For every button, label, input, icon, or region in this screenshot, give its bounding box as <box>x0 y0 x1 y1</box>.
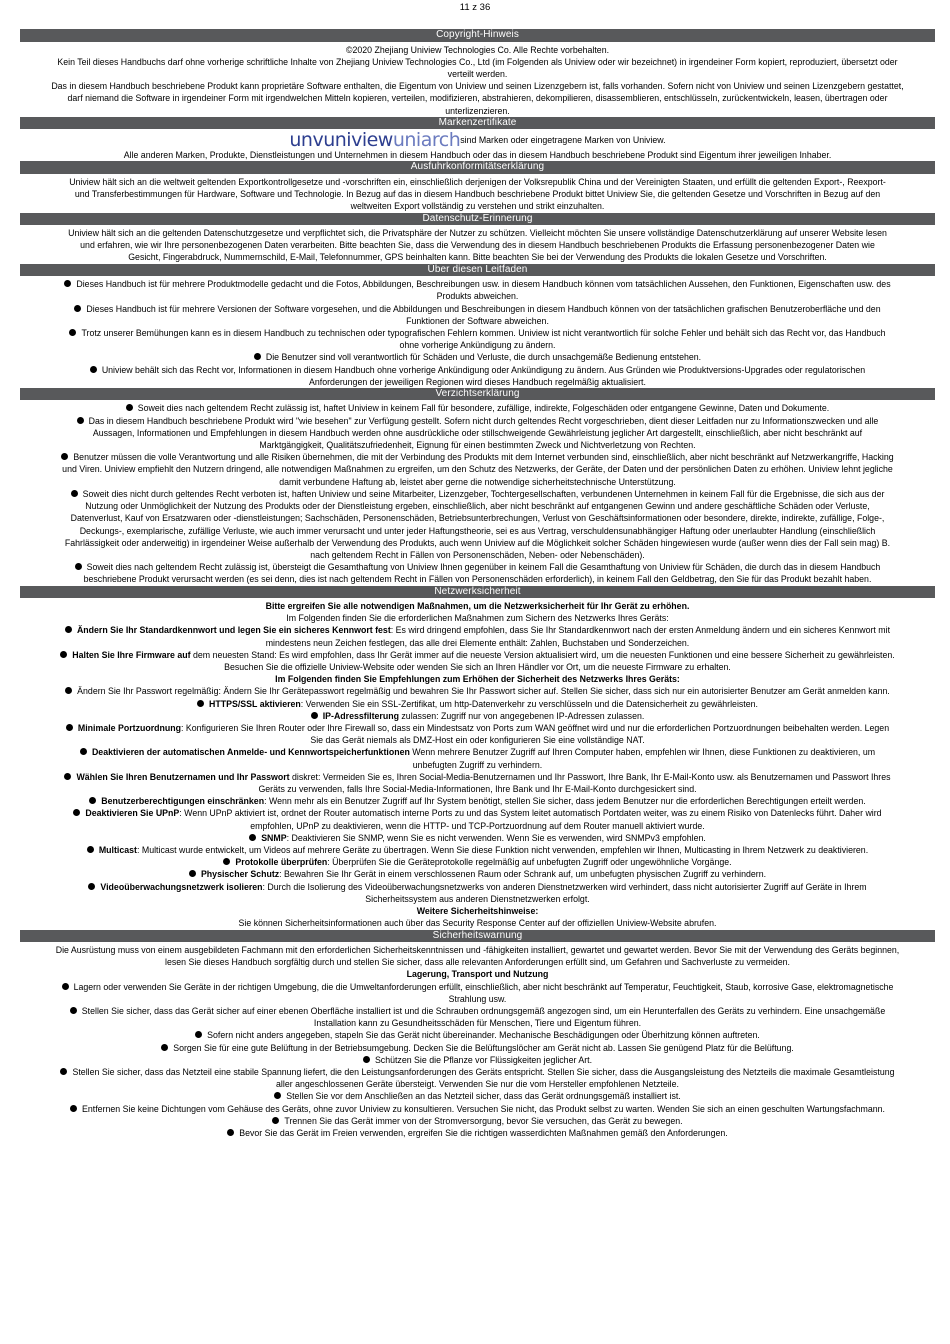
copyright-line-3: Das in diesem Handbuch beschriebene Produkt kann proprietäre Software enthalten, die Eigentum von Uniview und seinen Lizenzgebern ist, falls vorhanden. Sofern nicht von Uniview und seinen Lizenzgebern gestattet, darf niemand die Software in irgendeiner Form mit irgendwelchen Mitteln kopieren, verteilen, modifizieren, abstrahieren, dekompilieren, disassemblieren, entschlüsseln, zurückentwickeln, leasen, übertragen oder unterlizenzieren. <box>51 81 904 116</box>
bullet-icon <box>274 1092 281 1099</box>
bullet-icon <box>70 1105 77 1112</box>
list-item: Benutzerberechtigungen einschränken: Wenn mehr als ein Benutzer Zugriff auf Ihr System benötigt, stellen Sie sicher, dass jedem Benutzer nur die erforderlichen Berechtigungen erteilt werden. <box>20 795 935 807</box>
export-text: Uniview hält sich an die weltweit geltenden Exportkontrollgesetze und -vorschriften ein, einschließlich derjenigen der Volksrepublik China und der Vereinigten Staaten, und erfüllt die geltenden Export-, Reexport- und Transferbestimmungen für Hardware, Software und Technologie. In Bezug auf das in diesem Handbuch beschriebene Produkt bittet Uniview Sie, die geltenden Gesetze und Vorschriften in Bezug auf den weltweiten Export vollständig zu verstehen und strikt einzuhalten. <box>69 176 886 212</box>
list-item: Multicast: Multicast wurde entwickelt, um Videos auf mehrere Geräte zu übertragen. Wenn Sie diese Funktion nicht verwenden, empfehlen wir Ihnen, Multicasting in Ihrem Netzwerk zu deaktivieren. <box>20 844 935 856</box>
list-item: Entfernen Sie keine Dichtungen vom Gehäuse des Geräts, ohne zuvor Uniview zu konsultieren. Versuchen Sie nicht, das Produkt selbst zu warten. Wenden Sie sich an einen geschulten Wartungsfachmann. <box>20 1103 935 1115</box>
list-item: Protokolle überprüfen: Überprüfen Sie die Geräteprotokolle regelmäßig auf unbefugten Zugriff oder ungewöhnliche Vorgänge. <box>20 856 935 868</box>
trademark-logo-line <box>20 129 935 152</box>
bullet-icon <box>65 626 72 633</box>
bullet-icon <box>223 858 230 865</box>
bullet-icon <box>88 883 95 890</box>
bullet-icon <box>254 353 261 360</box>
list-item: Trennen Sie das Gerät immer von der Stromversorgung, bevor Sie versuchen, das Gerät zu bewegen. <box>20 1115 935 1127</box>
bullet-icon <box>80 748 87 755</box>
section-title-about: Über diesen Leitfaden <box>20 264 935 277</box>
list-item: Physischer Schutz: Bewahren Sie Ihr Gerät in einem verschlossenen Raum oder Schrank auf, um unbefugten physischen Zugriff zu verhindern. <box>20 868 935 880</box>
section-title-safety: Sicherheitswarnung <box>20 930 935 943</box>
uniview-logo: unvuniviewuniarch <box>289 129 461 152</box>
bullet-icon <box>189 870 196 877</box>
section-title-network: Netzwerksicherheit <box>20 586 935 599</box>
bullet-icon <box>126 404 133 411</box>
network-heading-1: Bitte ergreifen Sie alle notwendigen Maßnahmen, um die Netzwerksicherheit für Ihr Gerät zu erhöhen. <box>265 601 690 612</box>
list-item: Sofern nicht anders angegeben, stapeln Sie das Gerät nicht übereinander. Mechanische Beschädigungen oder Überhitzung können auftreten. <box>20 1029 935 1041</box>
copyright-line-1: ©2020 Zhejiang Uniview Technologies Co. Alle Rechte vorbehalten. <box>345 44 610 55</box>
bullet-icon <box>75 563 82 570</box>
list-item: Videoüberwachungsnetzwerk isolieren: Durch die Isolierung des Videoüberwachungsnetzwerks von anderen Dienstnetzwerken wird verhindert, dass nicht autorisierter Zugriff auf Geräte in Ihrem Sicherheitssystem aus anderen Dienstnetzwerken erfolgt. <box>20 881 935 905</box>
list-item: Ändern Sie Ihr Standardkennwort und legen Sie ein sicheres Kennwort fest: Es wird dringend empfohlen, dass Sie Ihr Standardkennwort nach der ersten Anmeldung ändern und ein sicheres Kennwort mit mindestens neun Zeichen festlegen, das alle drei Elemente enthält: Zahlen, Buchstaben und Sonderzeichen. <box>20 624 935 648</box>
bullet-icon <box>197 700 204 707</box>
bullet-icon <box>363 1056 370 1063</box>
section-title-copyright: Copyright-Hinweis <box>20 29 935 42</box>
bullet-icon <box>195 1031 202 1038</box>
list-item: Schützen Sie die Pflanze vor Flüssigkeiten jeglicher Art. <box>20 1054 935 1066</box>
bullet-icon <box>60 1068 67 1075</box>
bullet-icon <box>60 651 67 658</box>
section-title-trademark: Markenzertifikate <box>20 117 935 130</box>
list-item: Dieses Handbuch ist für mehrere Produktmodelle gedacht und die Fotos, Abbildungen, Beschreibungen usw. in diesem Handbuch können vom tatsächlichen Aussehen, den Funktionen, Eigenschaften usw. des Produkts abweichen. <box>20 278 935 302</box>
list-item: Ändern Sie Ihr Passwort regelmäßig: Ändern Sie Ihr Gerätepasswort regelmäßig und bewahren Sie Ihr Passwort sicher auf. Stellen Sie sicher, dass sich nur ein autorisierter Benutzer am Gerät anmelden kann. <box>20 685 935 697</box>
bullet-icon <box>249 834 256 841</box>
about-section <box>20 264 935 388</box>
list-item: Benutzer müssen die volle Verantwortung und alle Risiken übernehmen, die mit der Verbindung des Produkts mit dem Internet verbunden sind, einschließlich, aber nicht beschränkt auf Netzwerkangriffe, Hacking und Viren. Uniview empfiehlt den Nutzern dringend, alle notwendigen Maßnahmen zu ergreifen, um den Schutz des Netzwerks, der Geräte, der Daten und der persönlichen Daten zu erhöhen. Uniview lehnt jegliche damit verbundene Haftung ab, leistet aber gerne die notwendige sicherheitstechnische Unterstützung. <box>62 452 894 487</box>
list-item: Stellen Sie sicher, dass das Netzteil eine stabile Spannung liefert, die den Leistungsanforderungen des Geräts entspricht. Stellen Sie sicher, dass die Ausgangsleistung des Netzteils die maximale Gesamtleistung aller angeschlossenen Geräte übersteigt. Verwenden Sie nur die vom Hersteller empfohlenen Netzteile. <box>20 1066 935 1090</box>
list-item: Uniview behält sich das Recht vor, Informationen in diesem Handbuch ohne vorherige Ankündigung oder Ankündigung zu ändern. Aus Gründen wie Produktversions-Upgrades oder regulatorischen Anforderungen der jeweiligen Regionen wird dieses Handbuch regelmäßig aktualisiert. <box>20 364 935 388</box>
bullet-icon <box>311 712 318 719</box>
network-section <box>20 586 935 930</box>
list-item: Deaktivieren Sie UPnP: Wenn UPnP aktiviert ist, ordnet der Router automatisch interne Ports zu und das System leitet automatisch Portdaten weiter, was zu einem Risiko von Datenlecks führt. Daher wird empfohlen, UPnP zu deaktivieren, wenn die HTTP- und TCP-Portzuordnung auf dem Router manuell aktiviert wurde. <box>20 807 935 831</box>
list-item: Bevor Sie das Gerät im Freien verwenden, ergreifen Sie die richtigen wasserdichten Maßnahmen gemäß den Anforderungen. <box>20 1127 935 1139</box>
safety-subheading: Lagerung, Transport und Nutzung <box>406 969 549 980</box>
bullet-icon <box>64 280 71 287</box>
bullet-icon <box>69 329 76 336</box>
list-item: Die Benutzer sind voll verantwortlich für Schäden und Verluste, die durch unsachgemäße Bedienung entstehen. <box>20 351 935 363</box>
bullet-icon <box>77 417 84 424</box>
list-item: Trotz unserer Bemühungen kann es in diesem Handbuch zu technischen oder typografischen Fehlern kommen. Uniview ist nicht verantwortlich für solche Fehler und behält sich das Recht vor, das Handbuch ohne vorherige Ankündigung zu ändern. <box>20 327 935 351</box>
list-item: Soweit dies nach geltendem Recht zulässig ist, übersteigt die Gesamthaftung von Uniview Ihnen gegenüber in keinem Fall die Gesamthaftung von Uniview für Schäden, die durch das in diesem Handbuch beschriebene Produkt verursacht werden (es sei denn, dies ist nach geltendem Recht in Fällen von Personenschäden erforderlich), in keinem Fall den Geldbetrag, den Sie für das Produkt bezahlt haben. <box>20 561 935 585</box>
copyright-section <box>20 29 935 117</box>
bullet-icon <box>65 687 72 694</box>
bullet-icon <box>161 1044 168 1051</box>
list-item: Minimale Portzuordnung: Konfigurieren Sie Ihren Router oder Ihre Firewall so, dass ein Mindestsatz von Ports zum WAN geöffnet wird und nur die erforderlichen Portzuordnungen beibehalten werden. Legen Sie das Gerät niemals als DMZ-Host ein oder konfigurieren Sie eine vollständige NAT. <box>20 722 935 746</box>
bullet-icon <box>70 1007 77 1014</box>
disclaimer-section <box>20 388 935 586</box>
network-intro: Im Folgenden finden Sie die erforderlichen Maßnahmen zum Sichern des Netzwerks Ihres Geräts: <box>286 613 669 624</box>
trademark-section <box>20 117 935 162</box>
bullet-icon <box>74 305 81 312</box>
trademark-line-2: Alle anderen Marken, Produkte, Dienstleistungen und Unternehmen in diesem Handbuch oder das in diesem Handbuch beschriebene Produkt sind Eigentum ihrer jeweiligen Inhaber. <box>123 150 832 161</box>
trademark-suffix: sind Marken oder eingetragene Marken von Uniview. <box>460 135 666 146</box>
bullet-icon <box>62 983 69 990</box>
export-section <box>20 161 935 212</box>
list-item: Das in diesem Handbuch beschriebene Produkt wird "wie besehen" zur Verfügung gestellt. Sofern nicht durch geltendes Recht vorgeschrieben, dient dieser Leitfaden nur zu Informationszwecken und alle Aussagen, Informationen und Empfehlungen in diesem Handbuch werden ohne ausdrückliche oder stillschweigende Gewährleistung jeglicher Art dargestellt, einschließlich, aber nicht beschränkt auf Marktgängigkeit, Qualitätszufriedenheit, Eignung für einen bestimmten Zweck und Nichtverletzung von Rechten. <box>20 415 935 452</box>
copyright-line-2: Kein Teil dieses Handbuchs darf ohne vorherige schriftliche Inhalte von Zhejiang Uniview Technologies Co., Ltd (im Folgenden als Uniview oder wir bezeichnet) in irgendeiner Form kopiert, reproduziert, übersetzt oder verteilt werden. <box>57 56 898 79</box>
list-item: Lagern oder verwenden Sie Geräte in der richtigen Umgebung, die die Umweltanforderungen erfüllt, einschließlich, aber nicht beschränkt auf Temperatur, Feuchtigkeit, Staub, korrosive Gase, elektromagnetische Strahlung usw. <box>20 981 935 1005</box>
section-title-privacy: Datenschutz-Erinnerung <box>20 213 935 226</box>
list-item: Soweit dies nicht durch geltendes Recht verboten ist, haften Uniview und seine Mitarbeiter, Lizenzgeber, Tochtergesellschaften, verbundenen Unternehmen in keinem Fall für die Ergebnisse, die sich aus der Nutzung oder Unmöglichkeit der Nutzung des Produkts oder der Dienstleistung ergeben, einschließlich, aber nicht beschränkt auf entgangenen Gewinn und andere geschäftliche Schäden oder Verluste, Datenverlust, Kauf von Ersatzwaren oder -dienstleistungen; Sachschäden, Personenschäden, Betriebsunterbrechungen, Verlust von Geschäftsinformationen oder besondere, direkte, indirekte, zufällige, Folge-, Deckungs-, exemplarische, zufällige Verluste, wie auch immer verursacht und unter jeder Haftungstheorie, sei es aus Vertrag, verschuldensunabhängiger Haftung oder unerlaubter Handlung (einschließlich Fahrlässigkeit oder anderweitig) in irgendeiner Weise außerhalb der Verwendung des Produkts, auch wenn Uniview auf die Möglichkeit solcher Schäden hingewiesen wurde (außer wenn dies der Fall sein mag) B. nach geltendem Recht in Fällen von Personenschäden, Neben- oder Nebenschäden). <box>64 488 891 560</box>
list-item: Dieses Handbuch ist für mehrere Versionen der Software vorgesehen, und die Abbildungen und Beschreibungen in diesem Handbuch können von der tatsächlichen grafischen Benutzeroberfläche und den Funktionen der Software abweichen. <box>20 303 935 327</box>
list-item: Stellen Sie sicher, dass das Gerät sicher auf einer ebenen Oberfläche installiert ist und die Schrauben ordnungsgemäß angezogen sind, um ein Herunterfallen des Geräts zu verhindern. Eine unsachgemäße Installation kann zu Gesundheitsschäden für Menschen, Tiere und Eigentum führen. <box>20 1005 935 1029</box>
list-item: Soweit dies nach geltendem Recht zulässig ist, haftet Uniview in keinem Fall für besondere, zufällige, indirekte, Folgeschäden oder entgangene Gewinne, Daten und Dokumente. <box>20 402 935 414</box>
bullet-icon <box>272 1117 279 1124</box>
list-item: Deaktivieren der automatischen Anmelde- und Kennwortspeicherfunktionen Wenn mehrere Benutzer Zugriff auf Ihren Computer haben, empfehlen wir Ihnen, diese Funktionen zu deaktivieren, um unbefugten Zugriff zu verhindern. <box>20 746 935 770</box>
section-title-disclaimer: Verzichtserklärung <box>20 388 935 401</box>
section-title-export: Ausfuhrkonformitätserklärung <box>20 161 935 174</box>
safety-intro: Die Ausrüstung muss von einem ausgebildeten Fachmann mit den erforderlichen Sicherheitskenntnissen und -fähigkeiten installiert, gewartet und gewartet werden. Bevor Sie mit der Verwendung des Geräts beginnen, lesen Sie dieses Handbuch sorgfältig durch und stellen Sie sicher, dass alle relevanten Anforderungen erfüllt sind, um Gefahren und Sachverluste zu vermeiden. <box>55 945 900 968</box>
bullet-icon <box>71 490 78 497</box>
bullet-icon <box>87 846 94 853</box>
list-item: Wählen Sie Ihren Benutzernamen und Ihr Passwort diskret: Vermeiden Sie es, Ihren Social-Media-Benutzernamen und Ihr Passwort, Ihre Bank, Ihr E-Mail-Konto usw. als Benutzernamen und Passwort Ihres Geräts zu verwenden, falls Ihre Social-Media-Informationen, Ihre Bank und Ihr E-Mail-Konto durchgesickert sind. <box>20 771 935 795</box>
privacy-section <box>20 213 935 264</box>
network-heading-3: Weitere Sicherheitshinweise: <box>416 906 539 917</box>
bullet-icon <box>61 453 68 460</box>
network-heading-2: Im Folgenden finden Sie Empfehlungen zum Erhöhen der Sicherheit des Netzwerks Ihres Geräts: <box>275 674 680 685</box>
bullet-icon <box>64 773 71 780</box>
page-number: 11 z 36 <box>459 2 491 13</box>
bullet-icon <box>227 1129 234 1136</box>
list-item: SNMP: Deaktivieren Sie SNMP, wenn Sie es nicht verwenden. Wenn Sie es verwenden, wird SNMPv3 empfohlen. <box>20 832 935 844</box>
bullet-icon <box>89 797 96 804</box>
bullet-icon <box>73 809 80 816</box>
bullet-icon <box>90 366 97 373</box>
list-item: Sorgen Sie für eine gute Belüftung in der Betriebsumgebung. Decken Sie die Belüftungslöcher am Gerät nicht ab. Lassen Sie genügend Platz für die Belüftung. <box>20 1042 935 1054</box>
safety-section <box>20 930 935 1140</box>
privacy-text: Uniview hält sich an die geltenden Datenschutzgesetze und verpflichtet sich, die Privatsphäre der Nutzer zu schützen. Vielleicht möchten Sie unsere vollständige Datenschutzerklärung auf unserer Website lesen und erfahren, wie wir Ihre personenbezogenen Daten verarbeiten. Bitte beachten Sie, dass die Verwendung des in diesem Handbuch beschriebenen Produkts die Erfassung personenbezogener Daten wie Gesicht, Fingerabdruck, Nummernschild, E-Mail, Telefonnummer, GPS beinhalten kann. Bitte beachten Sie bei der Verwendung des Produkts die lokalen Gesetze und Vorschriften. <box>68 228 887 263</box>
list-item: HTTPS/SSL aktivieren: Verwenden Sie ein SSL-Zertifikat, um http-Datenverkehr zu verschlüsseln und die Datensicherheit zu gewährleisten. <box>20 698 935 710</box>
list-item: Halten Sie Ihre Firmware auf dem neuesten Stand: Es wird empfohlen, dass Ihr Gerät immer auf die neueste Version aktualisiert wird, um die neuesten Funktionen und eine bessere Sicherheit zu gewährleisten. Besuchen Sie die offizielle Uniview-Website oder wenden Sie sich an Ihren Händler vor Ort, um die neueste Firmware zu erhalten. <box>20 649 935 673</box>
list-item: Stellen Sie vor dem Anschließen an das Netzteil sicher, dass das Gerät ordnungsgemäß installiert ist. <box>20 1090 935 1102</box>
bullet-icon <box>66 724 73 731</box>
list-item: IP-Adressfilterung zulassen: Zugriff nur von angegebenen IP-Adressen zulassen. <box>20 710 935 722</box>
network-outro: Sie können Sicherheitsinformationen auch über das Security Response Center auf der offiziellen Uniview-Website abrufen. <box>238 918 717 929</box>
